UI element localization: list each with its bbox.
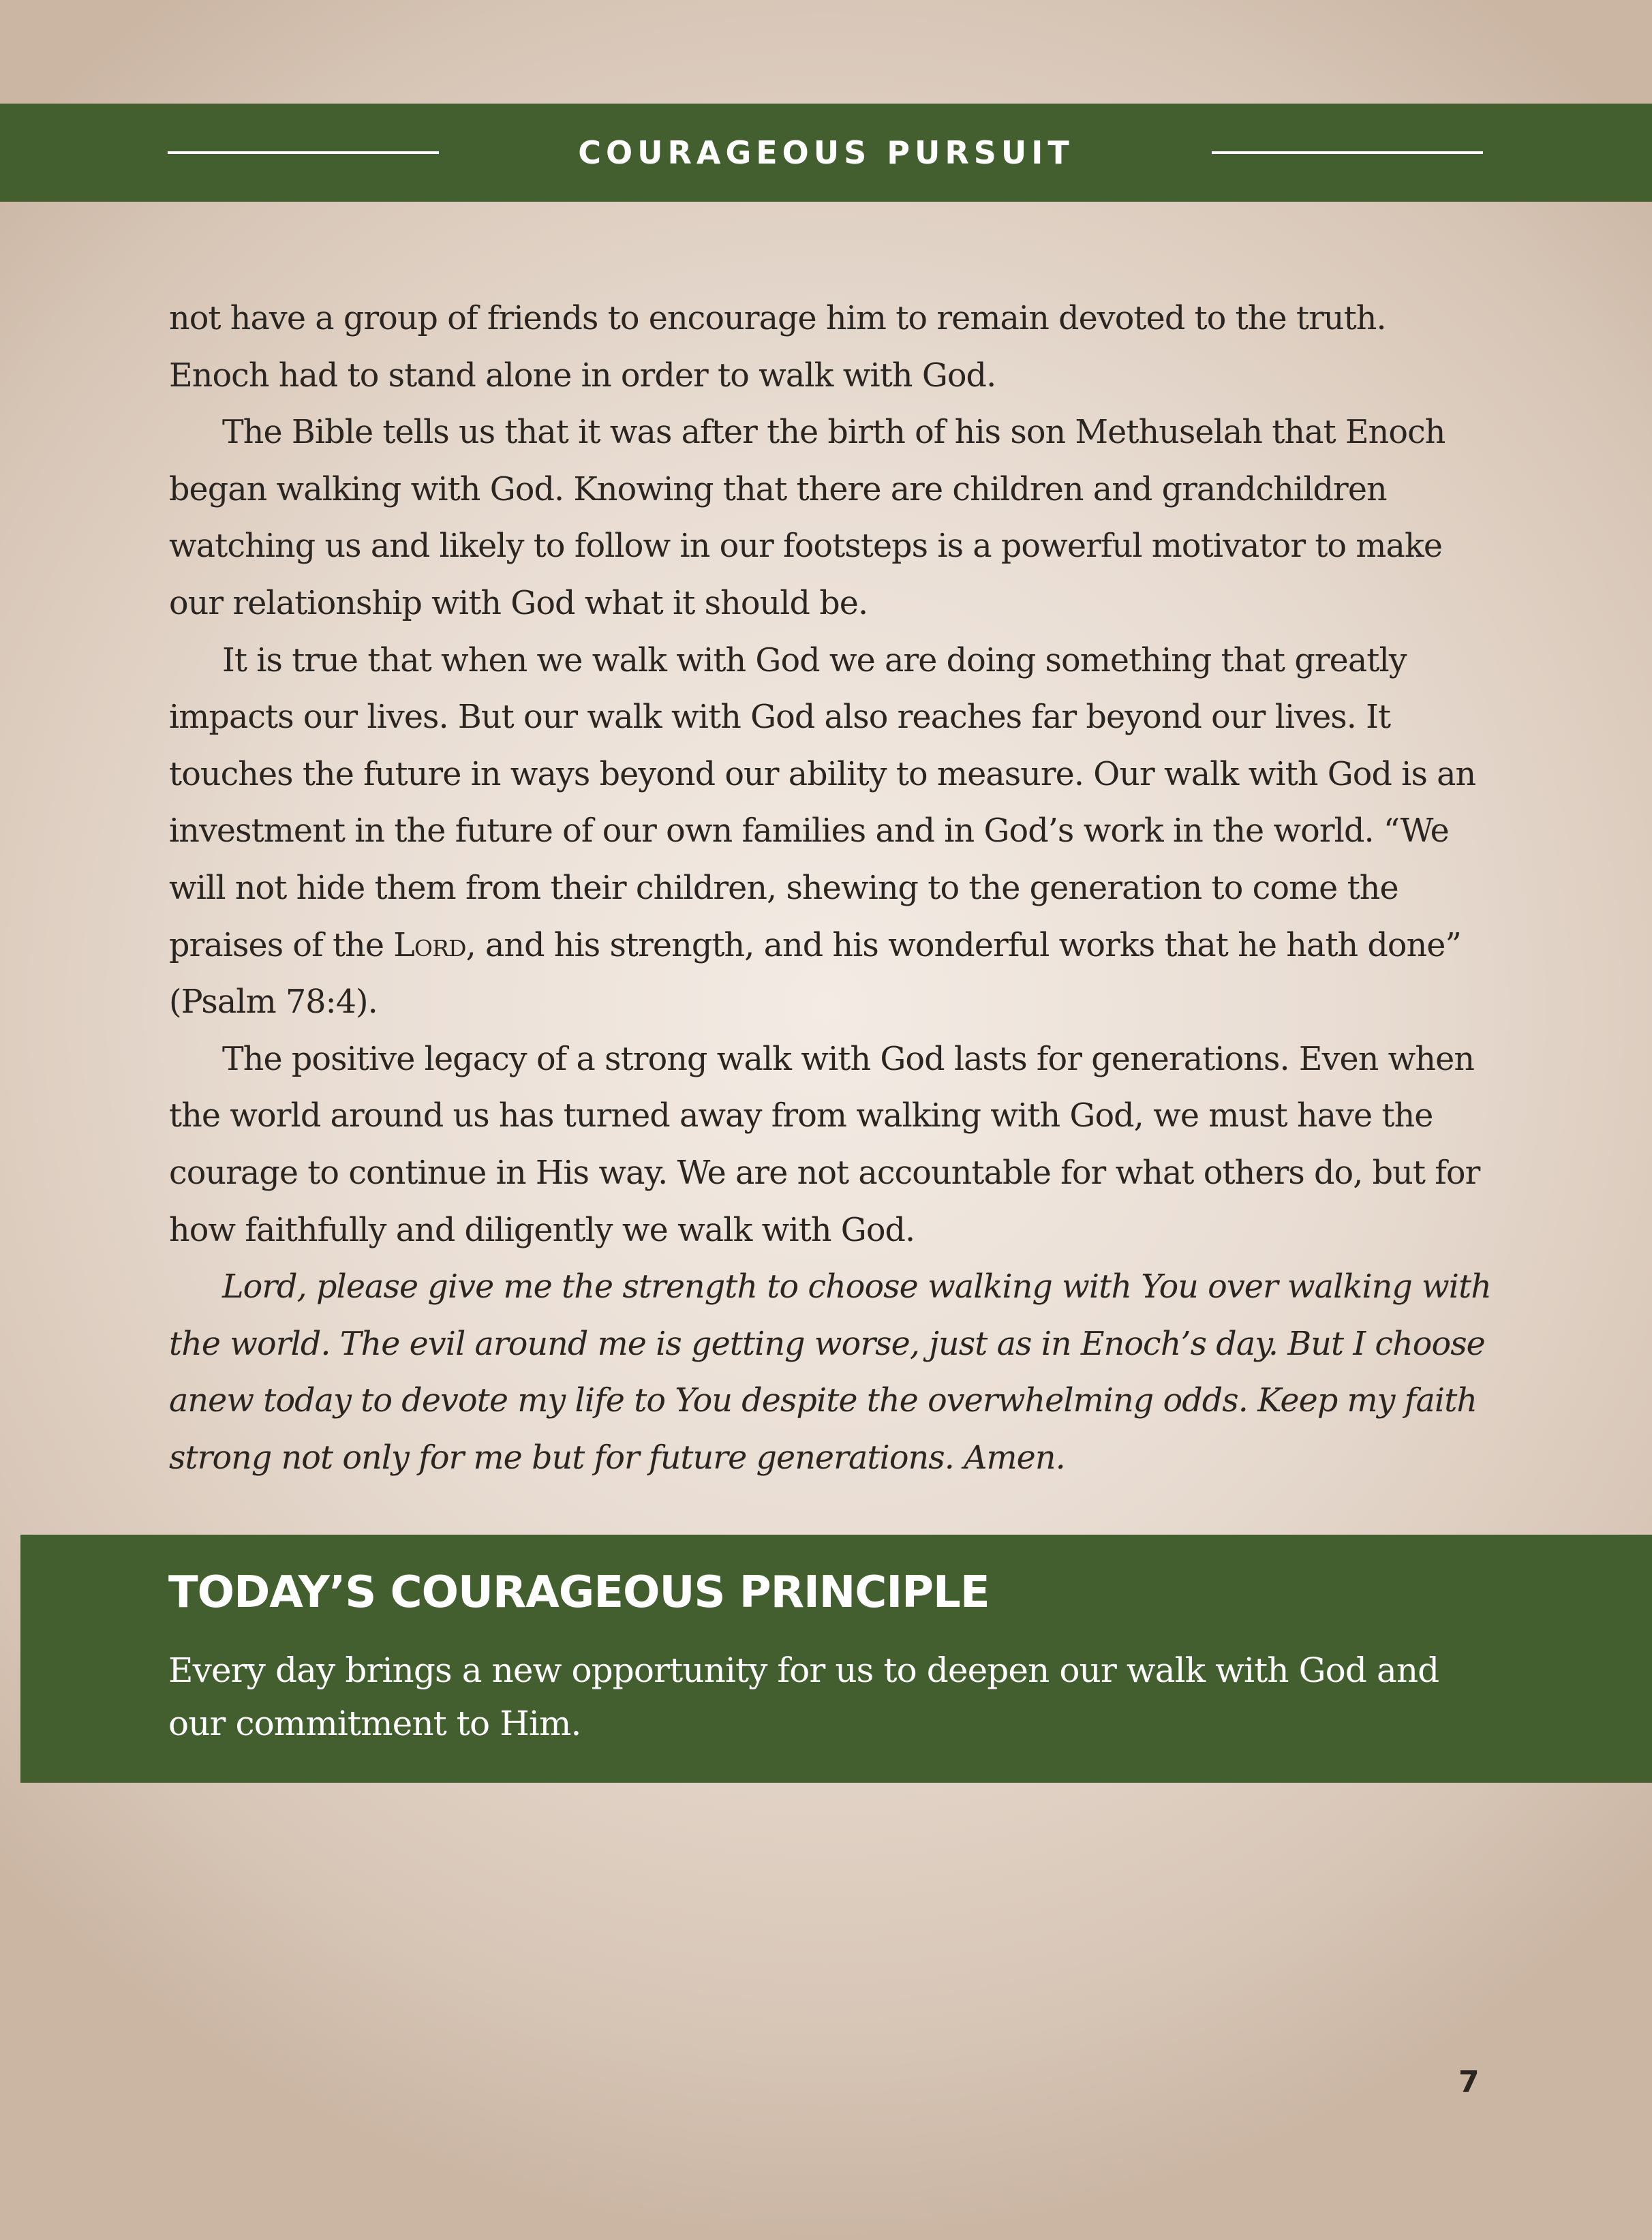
- prayer-paragraph: Lord, please give me the strength to choose walking with You over walking with the world. The evil around me is getting worse, just as in Enoch’s day. But I choose anew today to devote my life to You despite the overwhelming odds. Keep my faith strong not only for me but for future generations. Amen.: [169, 1268, 1491, 1477]
- principle-title: TODAY’S COURAGEOUS PRINCIPLE: [168, 1567, 990, 1618]
- header-title: COURAGEOUS PURSUIT: [578, 134, 1074, 171]
- paragraph-4: The positive legacy of a strong walk with God lasts for generations. Even when the world around us has turned away from walking with God, we must have the courage to continue in His way. We are not accountable for what others do, but for how faithfully and diligently we walk with God.: [169, 1040, 1480, 1249]
- body-text: [169, 290, 1491, 1486]
- principle-box: [20, 1535, 1652, 1783]
- page-number: 7: [1458, 2065, 1480, 2100]
- header-rule-right: [1212, 151, 1483, 154]
- paragraph-3-part-2: , and his strength, and his wonderful works that he hath done” (Psalm 78:4).: [169, 926, 1461, 1022]
- paragraph-2: The Bible tells us that it was after the birth of his son Methuselah that Enoch began walking with God. Knowing that there are children and grandchildren watching us and likely to follow in our footsteps is a powerful motivator to make our relationship with God what it should be.: [169, 414, 1446, 622]
- running-header: [0, 104, 1652, 202]
- paragraph-1: not have a group of friends to encourage him to remain devoted to the truth. Enoch had to stand alone in order to walk with God.: [169, 300, 1386, 395]
- header-rule-left: [168, 151, 439, 154]
- principle-text: Every day brings a new opportunity for us to deepen our walk with God and our commitment to Him.: [168, 1651, 1439, 1743]
- paragraph-3-part-1: It is true that when we walk with God we are doing something that greatly impacts our lives. But our walk with God also reaches far beyond our lives. It touches the future in ways beyond our ability to measure. Our walk with God is an investment in the future of our own families and in God’s work in the world. “We will not hide them from their children, shewing to the generation to come the praises of the: [169, 641, 1476, 964]
- paragraph-3: [169, 632, 1491, 1031]
- lord-smallcaps: Lord: [393, 926, 466, 964]
